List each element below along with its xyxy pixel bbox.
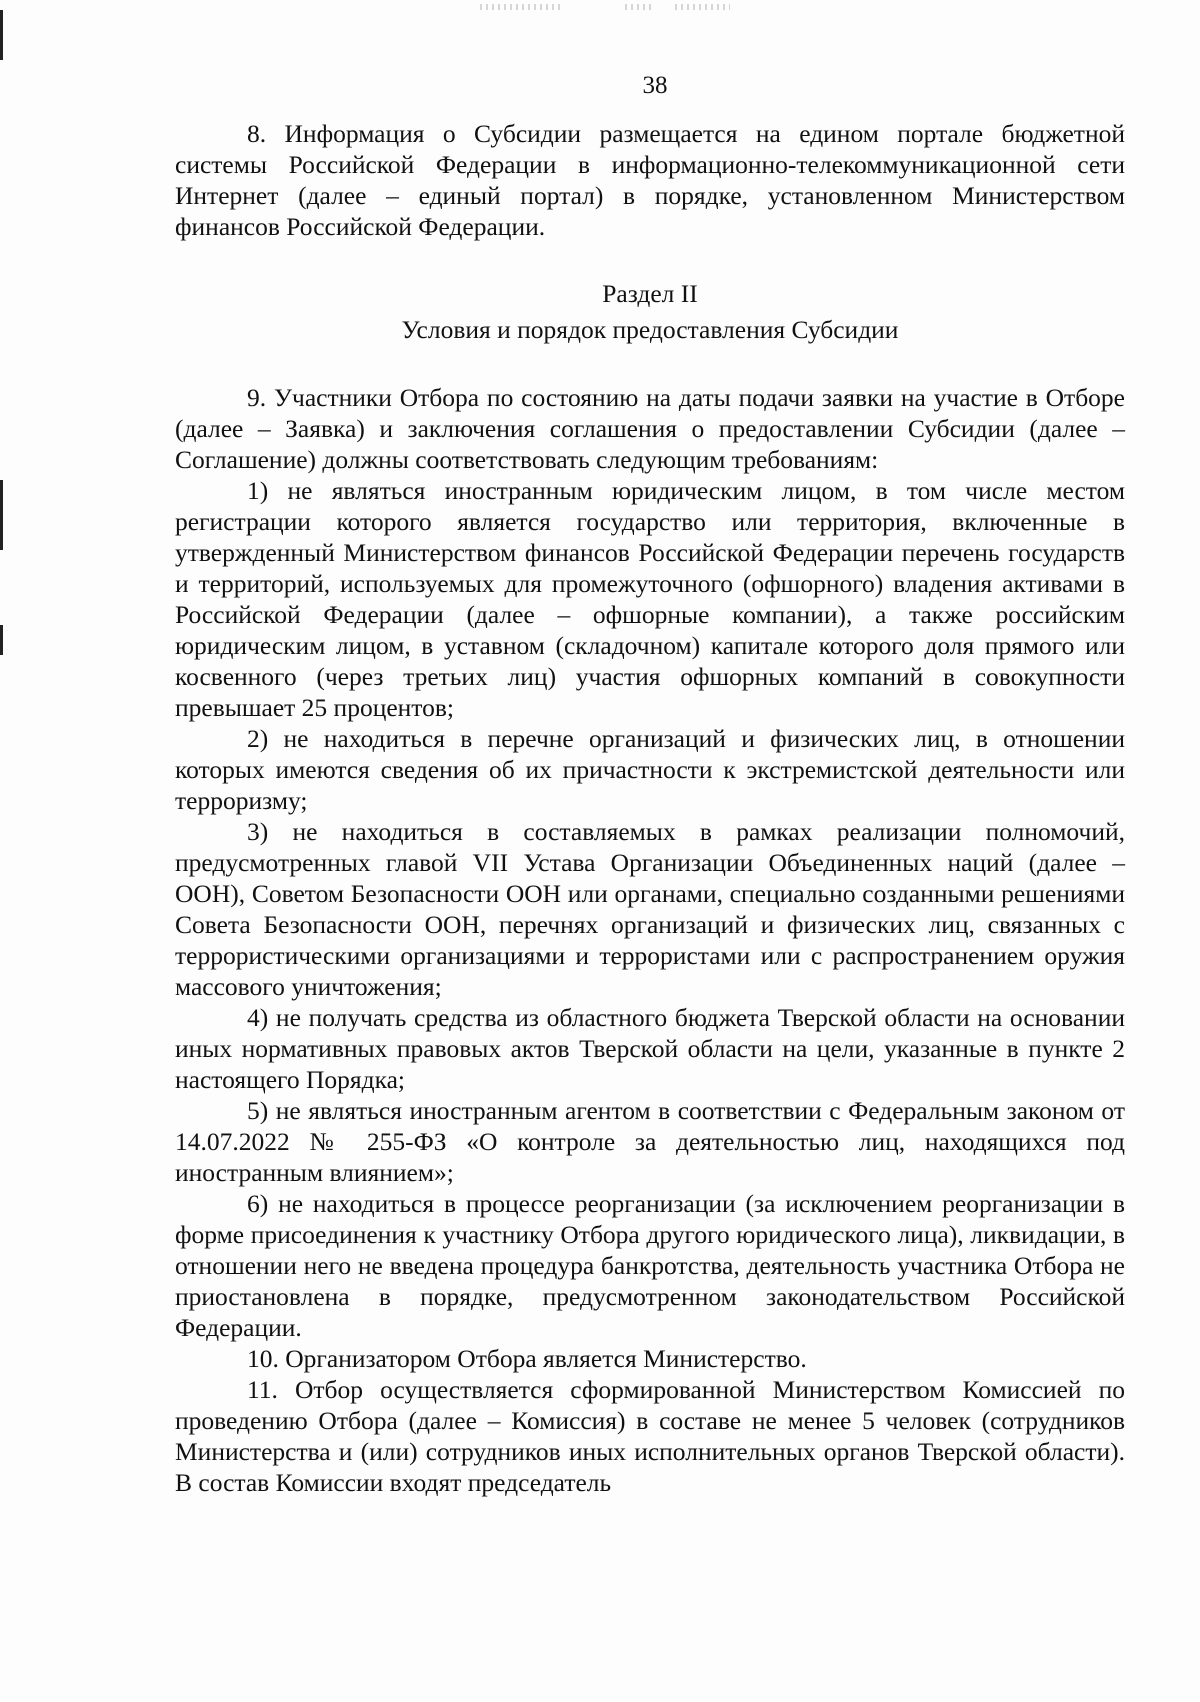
document-body xyxy=(175,118,1125,1498)
list-item-2: 2) не находиться в перечне организаций и физических лиц, в отношении которых имеются сведения об их причастности к экстремистской деятельности или терроризму; xyxy=(175,724,1125,815)
page-number: 38 xyxy=(642,72,668,99)
section-heading: Раздел II xyxy=(602,279,698,308)
paragraph-8: 8. Информация о Субсидии размещается на едином портале бюджетной системы Российской Федерации в информационно-телекоммуникационной сети Интернет (далее – единый портал) в порядке, установленном Министерством финансов Российской Федерации. xyxy=(175,119,1125,241)
section-header xyxy=(175,276,1125,348)
scan-noise xyxy=(480,4,560,10)
list-item-5: 5) не являться иностранным агентом в соответствии с Федеральным законом от 14.07.2022 № 255-ФЗ «О контроле за деятельностью лиц, находящихся под иностранным влиянием»; xyxy=(175,1096,1125,1187)
list-item-4: 4) не получать средства из областного бюджета Тверской области на основании иных нормативных правовых актов Тверской области на цели, указанные в пункте 2 настоящего Порядка; xyxy=(175,1003,1125,1094)
list-item-1: 1) не являться иностранным юридическим лицом, в том числе местом регистрации которого является государство или территория, включенные в утвержденный Министерством финансов Российской Федерации перечень государств и территорий, используемых для промежуточного (офшорного) владения активами в Российской Федерации (далее – офшорные компании), а также российским юридическим лицом, в уставном (складочном) капитале которого доля прямого или косвенного (через третьих лиц) участия офшорных компаний в совокупности превышает 25 процентов; xyxy=(175,476,1125,722)
list-item-3: 3) не находиться в составляемых в рамках реализации полномочий, предусмотренных главой VII Устава Организации Объединенных наций (далее – ООН), Советом Безопасности ООН или органами, специально созданными решениями Совета Безопасности ООН, перечнях организаций и физических лиц, связанных с террористическими организациями и террористами или с распространением оружия массового уничтожения; xyxy=(175,817,1125,1001)
scan-edge-mark xyxy=(0,10,3,60)
paragraph-10: 10. Организатором Отбора является Министерство. xyxy=(247,1344,807,1373)
paragraph-9: 9. Участники Отбора по состоянию на даты подачи заявки на участие в Отборе (далее – Заявка) и заключения соглашения о предоставлении Субсидии (далее – Соглашение) должны соответствовать следующим требованиям: xyxy=(175,383,1125,474)
scan-noise xyxy=(625,4,655,10)
section-title: Условия и порядок предоставления Субсидии xyxy=(401,315,899,344)
scan-edge-mark xyxy=(0,625,3,655)
scan-noise xyxy=(675,4,730,10)
scan-edge-mark xyxy=(0,480,3,550)
paragraph-11: 11. Отбор осуществляется сформированной Министерством Комиссией по проведению Отбора (далее – Комиссия) в составе не менее 5 человек (сотрудников Министерства и (или) сотрудников иных исполнительных органов Тверской области). В состав Комиссии входят председатель xyxy=(175,1375,1125,1497)
list-item-6: 6) не находиться в процессе реорганизации (за исключением реорганизации в форме присоединения к участнику Отбора другого юридического лица), ликвидации, в отношении него не введена процедура банкротства, деятельность участника Отбора не приостановлена в порядке, предусмотренном законодательством Российской Федерации. xyxy=(175,1189,1125,1342)
